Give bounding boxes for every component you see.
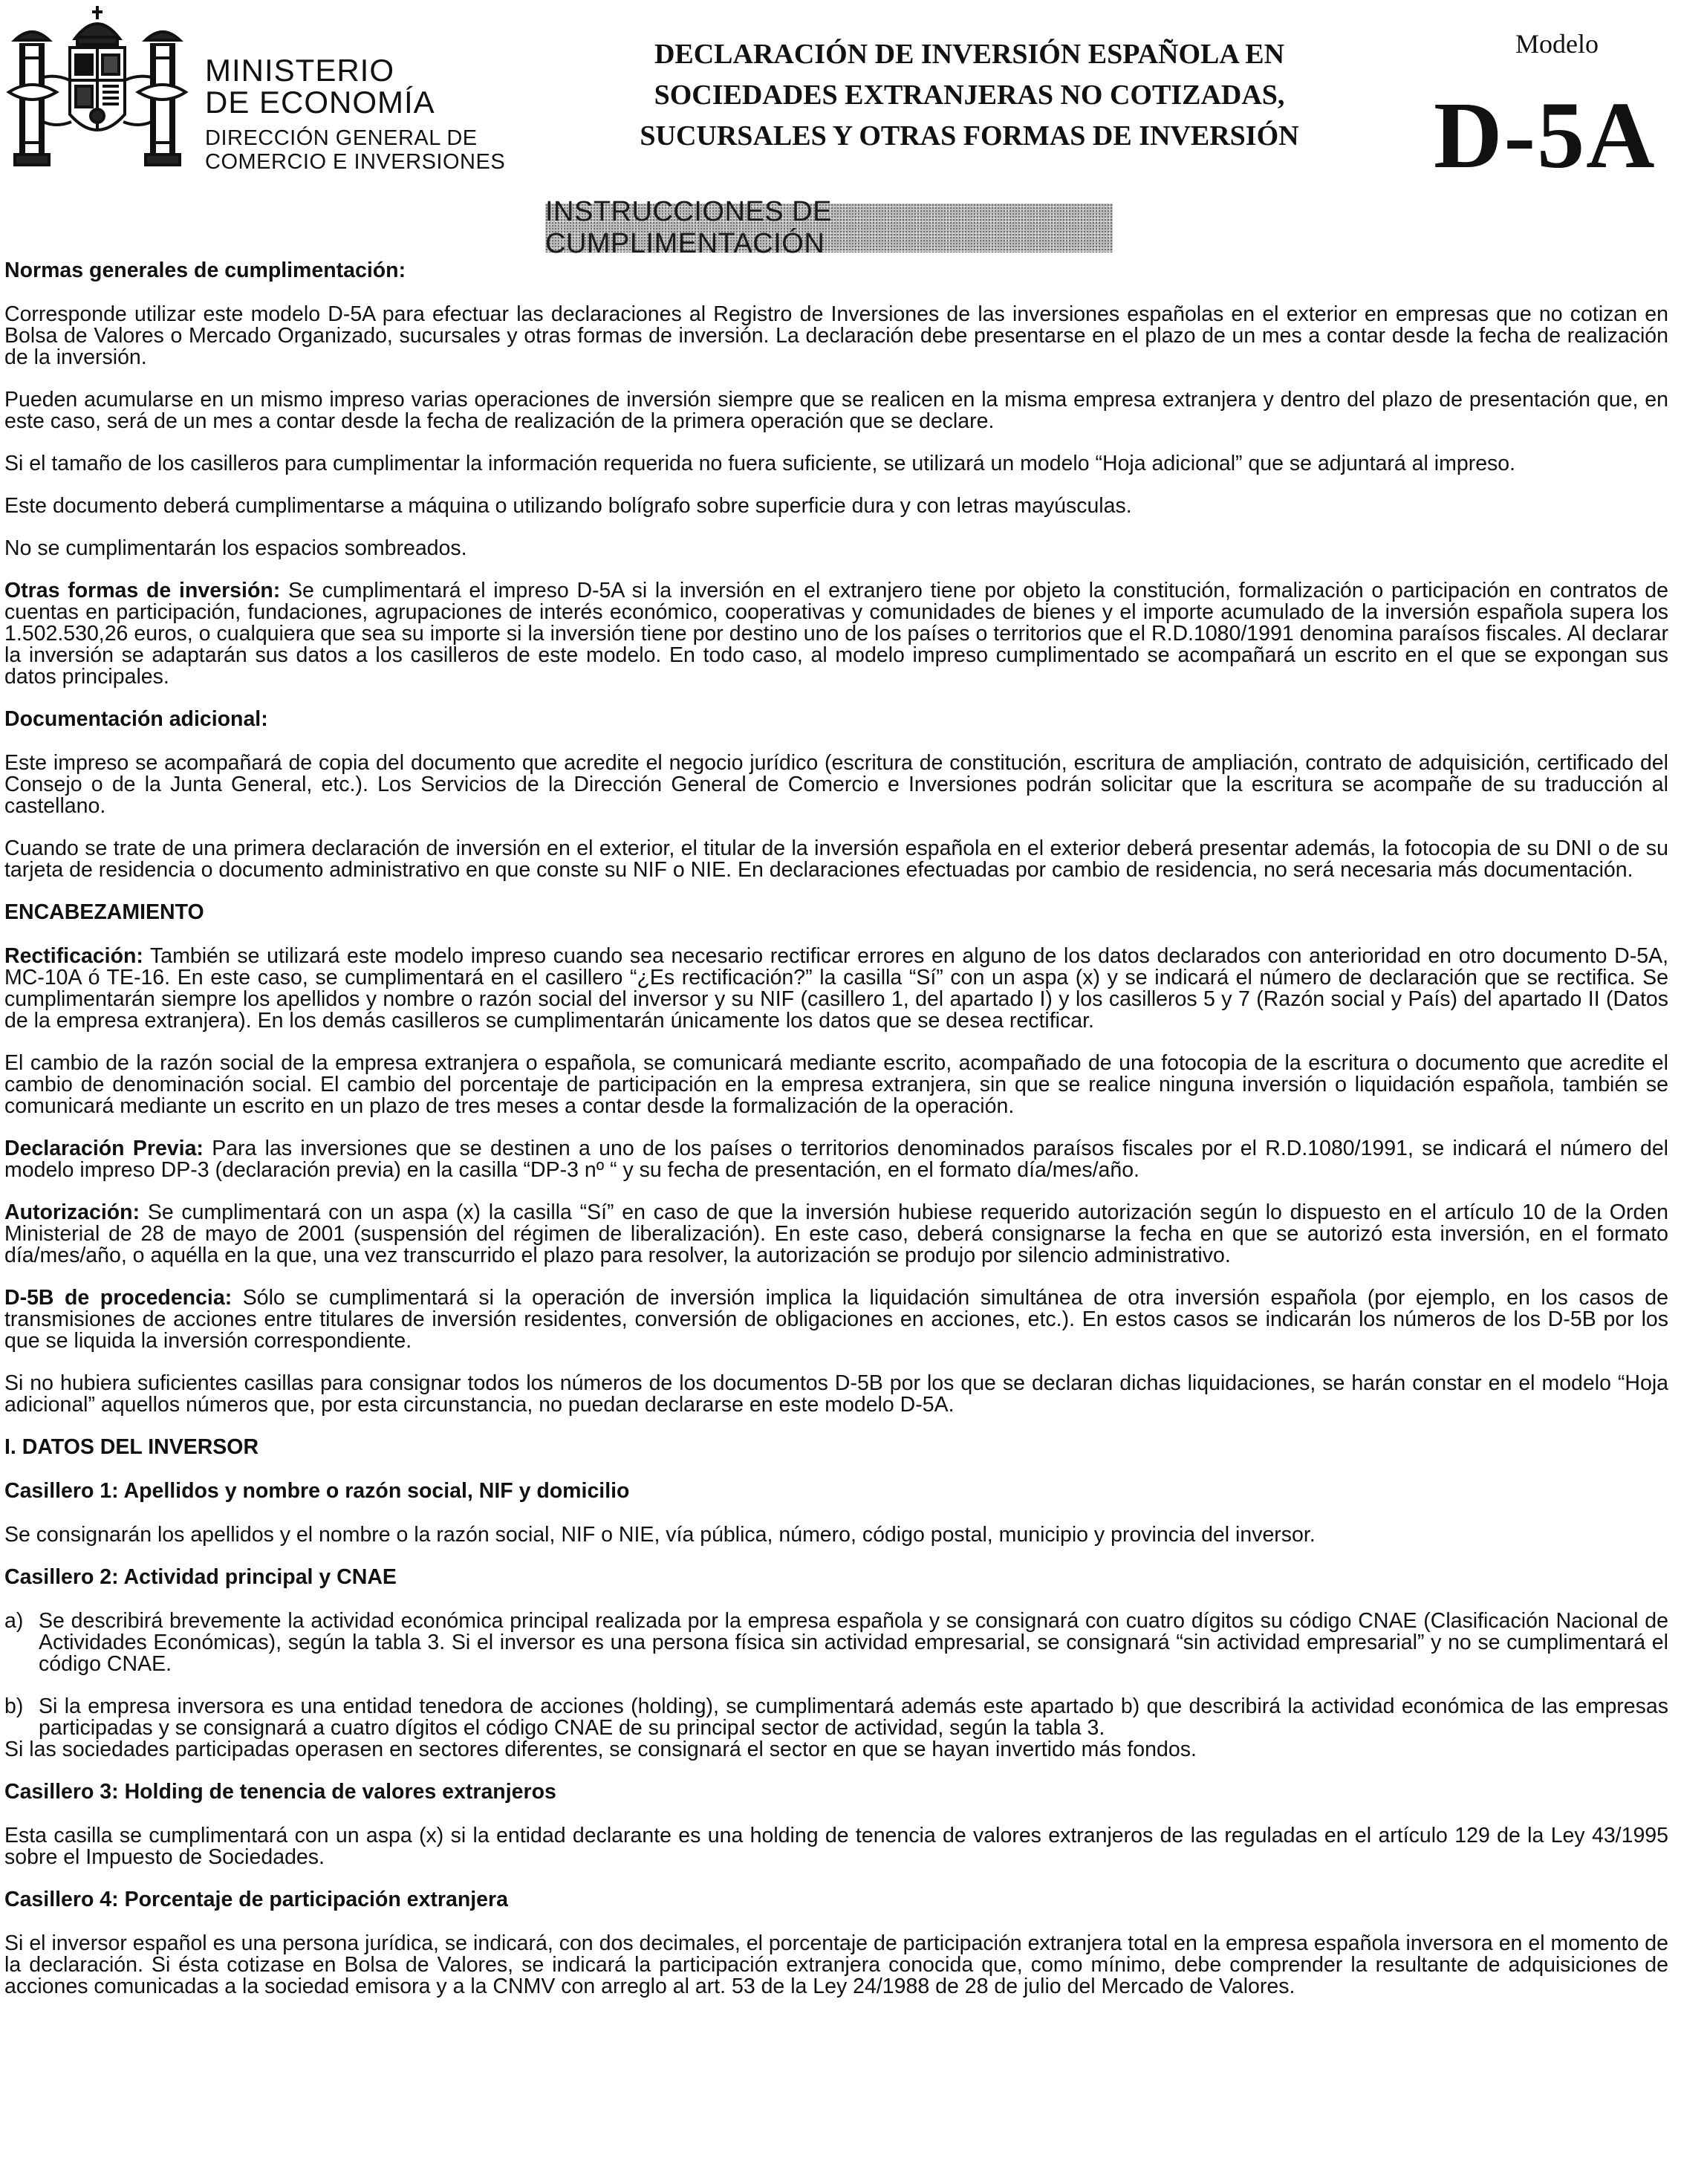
casillero-3-heading: Casillero 3: Holding de tenencia de valores extranjeros: [4, 1780, 556, 1804]
casillero-3-text: Esta casilla se cumplimentará con un aspa (x) si la entidad declarante es una holding de tenencia de valores extranjeros de las reguladas en el artículo 129 de la Ley 43/1995 sobre el Impuesto de Sociedades.: [4, 1824, 1668, 1869]
paragraph-acumulacion: Pueden acumularse en un mismo impreso varias operaciones de inversión siempre que se realicen en la misma empresa extranjera y dentro del plazo de presentación que, en este caso, será de un mes a contar desde la fecha de realización de la primera operación que se declare.: [4, 388, 1668, 433]
paragraph-declaracion-previa: [4, 1138, 1668, 1181]
item-a-marker: a): [4, 1609, 24, 1633]
coat-of-arms-icon: [4, 3, 190, 172]
encabezamiento-heading: ENCABEZAMIENTO: [4, 900, 204, 924]
documentacion-heading: Documentación adicional:: [4, 707, 268, 731]
casillero-2-item-a: [4, 1611, 1668, 1675]
document-title-line1: DECLARACIÓN DE INVERSIÓN ESPAÑOLA EN: [654, 39, 1285, 70]
otras-formas-text: Se cumplimentará el impreso D-5A si la inversión en el extranjero tiene por objeto la constitución, formalización o participación en contratos de cuentas en participación, fundaciones, agrupaciones de interés económico, cooperativas y comunidades de bienes y el importe acumulado de la inversión española supera los 1.502.530,26 euros, o cualquiera que sea su importe si la inversión tiene por destino uno de los países o territorios que el R.D.1080/1991 denomina paraísos fiscales. Al declarar la inversión se adaptarán sus datos a los casilleros de este modelo. En todo caso, al modelo impreso cumplimentado se acompañará un escrito en el que se expongan sus datos principales.: [4, 579, 1668, 689]
paragraph-sombreados: No se cumplimentarán los espacios sombreados.: [4, 536, 467, 560]
rectificacion-lead: Rectificación:: [4, 944, 143, 968]
direction-line2: COMERCIO E INVERSIONES: [205, 150, 506, 174]
paragraph-maquina: Este documento deberá cumplimentarse a máquina o utilizando bolígrafo sobre superficie dura y con letras mayúsculas.: [4, 494, 1132, 518]
ministry-name-line2: DE ECONOMÍA: [205, 85, 435, 120]
rectificacion-text: También se utilizará este modelo impreso cuando sea necesario rectificar errores en alguno de los datos declarados con anterioridad en otro documento D-5A, MC-10A ó TE-16. En este caso, se cumplimentará en el casillero “¿Es rectificación?” la casilla “Sí” con un aspa (x) y se indicará el número de declaración que se rectifica. Se cumplimentarán siempre los apellidos y nombre o razón social del inversor y su NIF (casillero 1, del apartado I) y los casilleros 5 y 7 (Razón social y País) del apartado II (Datos de la empresa extranjera). En los demás casilleros se cumplimentarán únicamente los datos que se desea rectificar.: [4, 944, 1668, 1033]
casillero-4-heading: Casillero 4: Porcentaje de participación extranjera: [4, 1888, 508, 1911]
paragraph-d5b-hoja-adicional: Si no hubiera suficientes casillas para consignar todos los números de los documentos D-5B por los que se declaran dichas liquidaciones, se harán constar en el modelo “Hoja adicional” aquellos números que, por esta circunstancia, no puedan declararse en este modelo D-5A.: [4, 1371, 1668, 1417]
normas-heading: Normas generales de cumplimentación:: [4, 259, 406, 282]
autorizacion-lead: Autorización:: [4, 1200, 140, 1224]
paragraph-cambio-razon-social: El cambio de la razón social de la empresa extranjera o española, se comunicará mediante escrito, acompañado de una fotocopia de la escritura o documento que acredite el cambio de denominación social. El cambio del porcentaje de participación en la empresa extranjera, sin que se realice ninguna inversión o liquidación española, también se comunicará mediante un escrito en un plazo de tres meses a contar desde la formalización de la operación.: [4, 1051, 1668, 1118]
paragraph-hoja-adicional: Si el tamaño de los casilleros para cumplimentar la información requerida no fuera suficiente, se utilizará un modelo “Hoja adicional” que se adjuntará al impreso.: [4, 452, 1516, 475]
item-b-marker: b): [4, 1694, 24, 1718]
casillero-2-heading: Casillero 2: Actividad principal y CNAE: [4, 1565, 397, 1589]
document-title-line2: SOCIEDADES EXTRANJERAS NO COTIZADAS,: [654, 79, 1285, 111]
modelo-code: D-5A: [1434, 82, 1656, 188]
casillero-1-heading: Casillero 1: Apellidos y nombre o razón social, NIF y domicilio: [4, 1479, 630, 1503]
casillero-2-item-b-tail: Si las sociedades participadas operasen en sectores diferentes, se consignará el sector en que se hayan invertido más fondos.: [4, 1738, 1197, 1761]
casillero-2-item-b: [4, 1696, 1668, 1739]
paragraph-documentacion-1: Este impreso se acompañará de copia del documento que acredite el negocio jurídico (escritura de constitución, escritura de ampliación, contrato de adquisición, certificado del Consejo o de la Junta General, etc.). Los Servicios de la Dirección General de Comercio e Inversiones podrán solicitar que la escritura se acompañe de su traducción al castellano.: [4, 751, 1668, 818]
autorizacion-text: Se cumplimentará con un aspa (x) la casilla “Sí” en caso de que la inversión hubiese requerido autorización según lo dispuesto en el artículo 10 de la Orden Ministerial de 28 de mayo de 2001 (suspensión del régimen de liberalización). En este caso, deberá consignarse la fecha en que se autorizó esta inversión, en el formato día/mes/año, o aquélla en la que, una vez transcurrido el plazo para resolver, la autorización se produjo por silencio administrativo.: [4, 1200, 1668, 1267]
declaracion-previa-text: Para las inversiones que se destinen a uno de los países o territorios denominados paraísos fiscales por el R.D.1080/1991, se indicará el número del modelo impreso DP-3 (declaración previa) en la casilla “DP-3 nº “ y su fecha de presentación, en el formato día/mes/año.: [4, 1137, 1669, 1182]
ministry-block: [205, 55, 505, 174]
instructions-banner: [545, 196, 1113, 259]
casillero-4-text: Si el inversor español es una persona jurídica, se indicará, con dos decimales, el porcentaje de participación extranjera total en la empresa española inversora en el momento de la declaración. Si ésta cotizase en Bolsa de Valores, se indicará la participación extranjera conocida que, como mínimo, debe comprender la resultante de adquisiciones de acciones comunicadas a la sociedad emisora y a la CNMV con arreglo al art. 53 de la Ley 24/1988 de 28 de julio del Mercado de Valores.: [4, 1931, 1668, 1998]
paragraph-otras-formas: [4, 580, 1668, 688]
d5b-procedencia-text: Sólo se cumplimentará si la operación de inversión implica la liquidación simultánea de otra inversión española (por ejemplo, en los casos de transmisiones de acciones entre titulares de inversión residentes, conversión de obligaciones en acciones, etc.). En estos casos se indicarán los números de los D-5B por los que se liquida la inversión correspondiente.: [4, 1286, 1668, 1353]
document-title-line3: SUCURSALES Y OTRAS FORMAS DE INVERSIÓN: [640, 120, 1299, 152]
otras-formas-lead: Otras formas de inversión:: [4, 579, 281, 602]
modelo-label: Modelo: [1515, 29, 1599, 59]
casillero-1-text: Se consignarán los apellidos y el nombre o la razón social, NIF o NIE, vía pública, número, código postal, municipio y provincia del inversor.: [4, 1523, 1316, 1547]
ministry-name-line1: MINISTERIO: [205, 53, 395, 88]
instructions-banner-text: INSTRUCCIONES DE CUMPLIMENTACIÓN: [545, 196, 832, 259]
declaracion-previa-lead: Declaración Previa:: [4, 1137, 204, 1160]
d5b-procedencia-lead: D-5B de procedencia:: [4, 1286, 233, 1310]
item-a-text: Se describirá brevemente la actividad económica principal realizada por la empresa española y se consignará con cuatro dígitos su código CNAE (Clasificación Nacional de Actividades Económicas), según la tabla 3. Si el inversor es una persona física sin actividad empresarial, se consignará “sin actividad empresarial” y no se cumplimentará el código CNAE.: [39, 1609, 1668, 1676]
paragraph-rectificacion: [4, 946, 1668, 1032]
paragraph-autorizacion: [4, 1202, 1668, 1267]
instructions-body: [4, 260, 1668, 1998]
paragraph-documentacion-2: Cuando se trate de una primera declaración de inversión en el exterior, el titular de la inversión española en el exterior deberá presentar además, la fotocopia de su DNI o de su tarjeta de residencia o documento administrativo en que conste su NIF o NIE. En declaraciones efectuadas por cambio de residencia, no será necesaria más documentación.: [4, 836, 1668, 882]
item-b-text: Si la empresa inversora es una entidad tenedora de acciones (holding), se cumplimentará además este apartado b) que describirá la actividad económica de las empresas participadas y se consignará a cuatro dígitos el código CNAE de su principal sector de actividad, según la tabla 3.: [39, 1694, 1668, 1740]
paragraph-d5b-procedencia: [4, 1287, 1668, 1352]
paragraph-modelo-usage: Corresponde utilizar este modelo D-5A para efectuar las declaraciones al Registro de Inversiones de las inversiones españolas en el exterior en empresas que no cotizan en Bolsa de Valores o Mercado Organizado, sucursales y otras formas de inversión. La declaración debe presentarse en el plazo de un mes a contar desde la fecha de realización de la inversión.: [4, 302, 1668, 369]
datos-inversor-heading: I. DATOS DEL INVERSOR: [4, 1435, 259, 1459]
direction-line1: DIRECCIÓN GENERAL DE: [205, 126, 478, 150]
document-title: [587, 34, 1352, 157]
